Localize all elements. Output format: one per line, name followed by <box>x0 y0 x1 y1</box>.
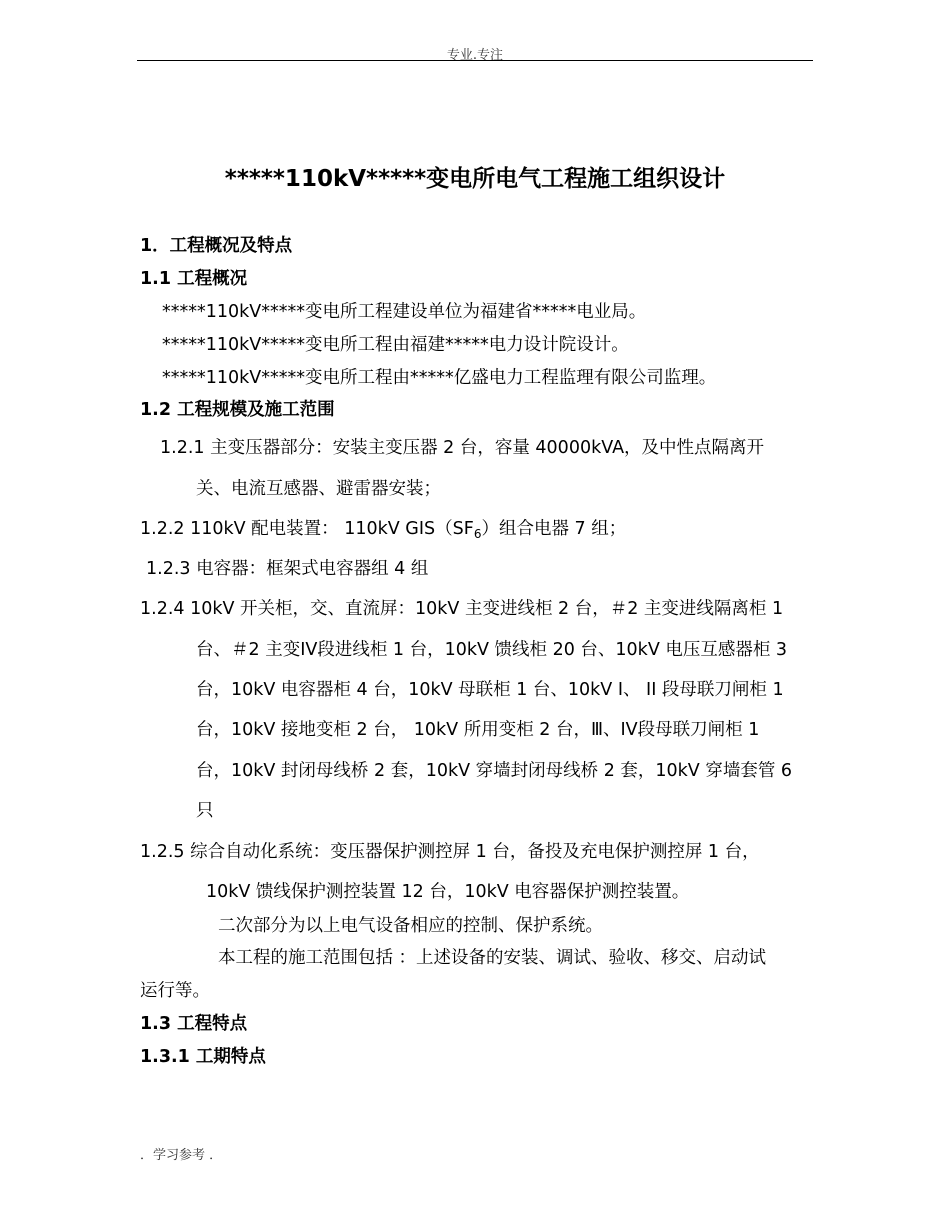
page-footer: ．学习参考 ． <box>140 1148 223 1163</box>
paragraph-secondary: 二次部分为以上电气设备相应的控制、保护系统。 <box>218 916 603 936</box>
item-1-2-1-line-1: 1.2.1 主变压器部分：安装主变压器 2 台，容量 40000kVA，及中性点隔离开 <box>160 438 765 458</box>
section-heading-1: 1．工程概况及特点 <box>140 236 293 256</box>
item-1-2-3: 1.2.3 电容器：框架式电容器组 4 组 <box>146 559 429 579</box>
item-1-2-4-line-3: 台，10kV 电容器柜 4 台，10kV 母联柜 1 台、10kV I、 II 段母联刀闸柜 1 <box>196 680 784 700</box>
item-1-2-5-line-2: 10kV 馈线保护测控装置 12 台，10kV 电容器保护测控装置。 <box>206 882 690 902</box>
section-heading-1-2: 1.2 工程规模及施工范围 <box>140 400 335 420</box>
item-1-2-4-line-6: 只 <box>196 801 214 821</box>
section-heading-1-3: 1.3 工程特点 <box>140 1014 248 1034</box>
document-title: *****110kV*****变电所电气工程施工组织设计 <box>224 166 726 192</box>
paragraph-scope-line-2: 运行等。 <box>140 981 210 1001</box>
subscript-6: 6 <box>473 527 482 541</box>
item-1-2-4-line-5: 台，10kV 封闭母线桥 2 套，10kV 穿墙封闭母线桥 2 套，10kV 穿墙套管 6 <box>196 761 793 781</box>
section-heading-1-3-1: 1.3.1 工期特点 <box>140 1047 266 1067</box>
item-1-2-4-line-2: 台、＃2 主变IV段进线柜 1 台，10kV 馈线柜 20 台、10kV 电压互感器柜 3 <box>196 640 788 660</box>
paragraph-scope-line-1: 本工程的施工范围包括 ：上述设备的安装、调试、验收、移交、启动试 <box>218 948 767 968</box>
item-1-2-2-tail: ）组合电器 7 组； <box>481 519 627 539</box>
item-1-2-5-line-1: 1.2.5 综合自动化系统：变压器保护测控屏 1 台，备投及充电保护测控屏 1 台， <box>140 842 760 862</box>
item-1-2-2-text: 1.2.2 110kV 配电装置： 110kV GIS（SF <box>140 519 474 539</box>
page-header: 专业.专注 <box>446 48 504 63</box>
header-rule <box>137 60 813 61</box>
item-1-2-2 <box>140 517 626 541</box>
paragraph-owner: *****110kV*****变电所工程建设单位为福建省*****电业局。 <box>162 302 647 322</box>
item-1-2-1-line-2: 关、电流互感器、避雷器安装； <box>196 479 441 499</box>
item-1-2-4-line-4: 台，10kV 接地变柜 2 台， 10kV 所用变柜 2 台，Ⅲ、IV段母联刀闸柜 1 <box>196 720 760 740</box>
item-1-2-4-line-1: 1.2.4 10kV 开关柜，交、直流屏：10kV 主变进线柜 2 台，＃2 主变进线隔离柜 1 <box>140 599 784 619</box>
paragraph-supervisor: *****110kV*****变电所工程由*****亿盛电力工程监理有限公司监理。 <box>162 368 717 388</box>
paragraph-designer: *****110kV*****变电所工程由福建*****电力设计院设计。 <box>162 335 629 355</box>
section-heading-1-1: 1.1 工程概况 <box>140 269 248 289</box>
